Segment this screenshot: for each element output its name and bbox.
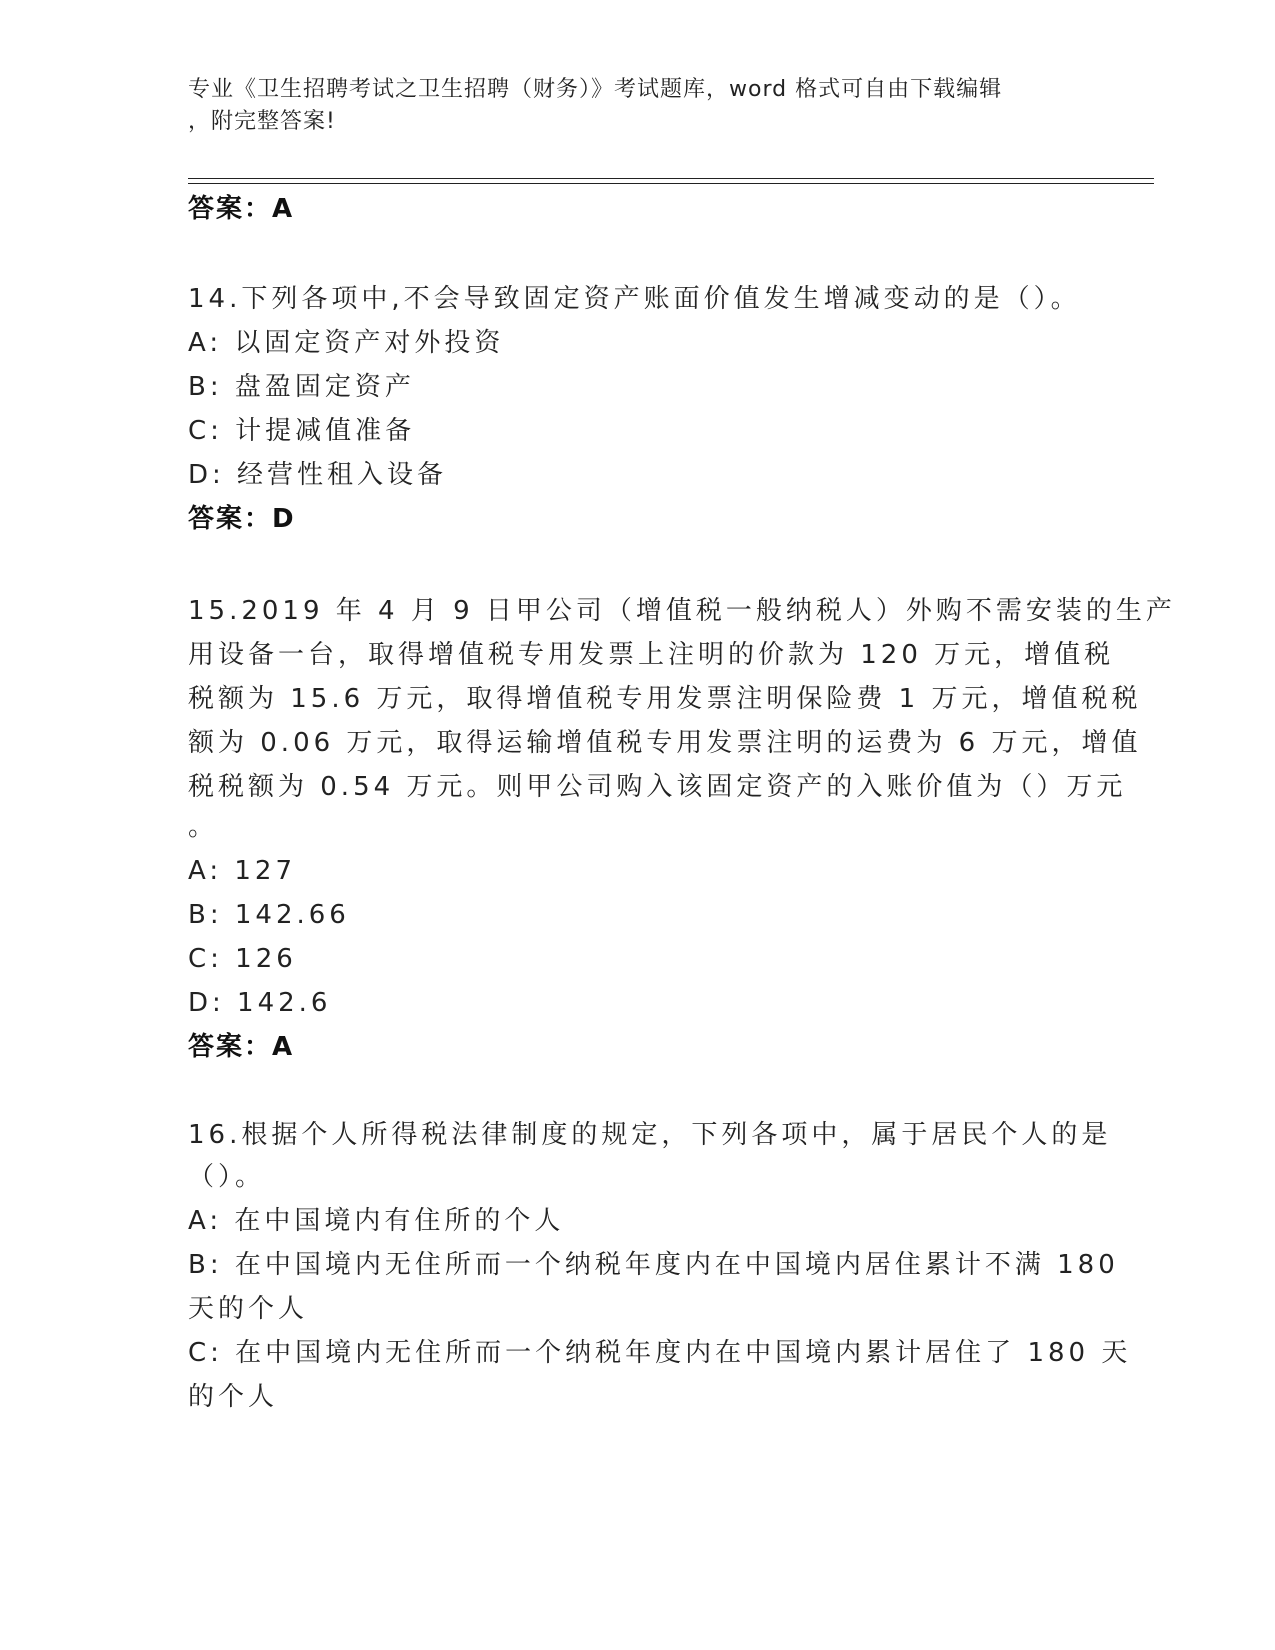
- q15-stem-line: 15.2019 年 4 月 9 日甲公司（增值税一般纳税人）外购不需安装的生产: [188, 596, 1176, 626]
- q15-stem-line: 额为 0.06 万元，取得运输增值税专用发票注明的运费为 6 万元，增值: [188, 728, 1142, 758]
- q16-stem-line: 16.根据个人所得税法律制度的规定，下列各项中，属于居民个人的是: [188, 1120, 1112, 1150]
- q14-option-a: A: 以固定资产对外投资: [188, 328, 505, 358]
- previous-answer: 答案：A: [188, 194, 295, 224]
- q16-option-c-continued: 的个人: [188, 1382, 279, 1412]
- q15-option-a: A: 127: [188, 856, 296, 886]
- q15-stem-line: 税额为 15.6 万元，取得增值税专用发票注明保险费 1 万元，增值税税: [188, 684, 1142, 714]
- document-header: [188, 74, 1068, 138]
- q15-stem-line: 税税额为 0.54 万元。则甲公司购入该固定资产的入账价值为（）万元: [188, 772, 1127, 802]
- q14-option-d: D: 经营性租入设备: [188, 460, 448, 490]
- q16-option-b: B: 在中国境内无住所而一个纳税年度内在中国境内居住累计不满 180: [188, 1250, 1119, 1280]
- q15-stem-line: 用设备一台，取得增值税专用发票上注明的价款为 120 万元，增值税: [188, 640, 1115, 670]
- q15-option-b: B: 142.66: [188, 900, 350, 930]
- q15-stem-line: 。: [188, 812, 219, 842]
- q15-answer: 答案：A: [188, 1032, 295, 1062]
- q16-option-c: C: 在中国境内无住所而一个纳税年度内在中国境内累计居住了 180 天: [188, 1338, 1132, 1368]
- header-line-1: 专业《卫生招聘考试之卫生招聘（财务）》考试题库，word 格式可自由下载编辑: [188, 77, 1003, 102]
- q16-option-b-continued: 天的个人: [188, 1294, 309, 1324]
- q14-option-c: C: 计提减值准备: [188, 416, 416, 446]
- q16-option-a: A: 在中国境内有住所的个人: [188, 1206, 565, 1236]
- q16-stem-line: （）。: [188, 1162, 266, 1192]
- q14-option-b: B: 盘盈固定资产: [188, 372, 415, 402]
- header-divider-top: [188, 178, 1154, 179]
- header-divider-bottom: [188, 183, 1154, 184]
- q15-option-d: D: 142.6: [188, 988, 332, 1018]
- q14-stem: 14.下列各项中,不会导致固定资产账面价值发生增减变动的是（）。: [188, 284, 1081, 314]
- header-line-2: ，附完整答案!: [188, 109, 336, 134]
- q14-answer: 答案：D: [188, 504, 296, 534]
- q15-option-c: C: 126: [188, 944, 297, 974]
